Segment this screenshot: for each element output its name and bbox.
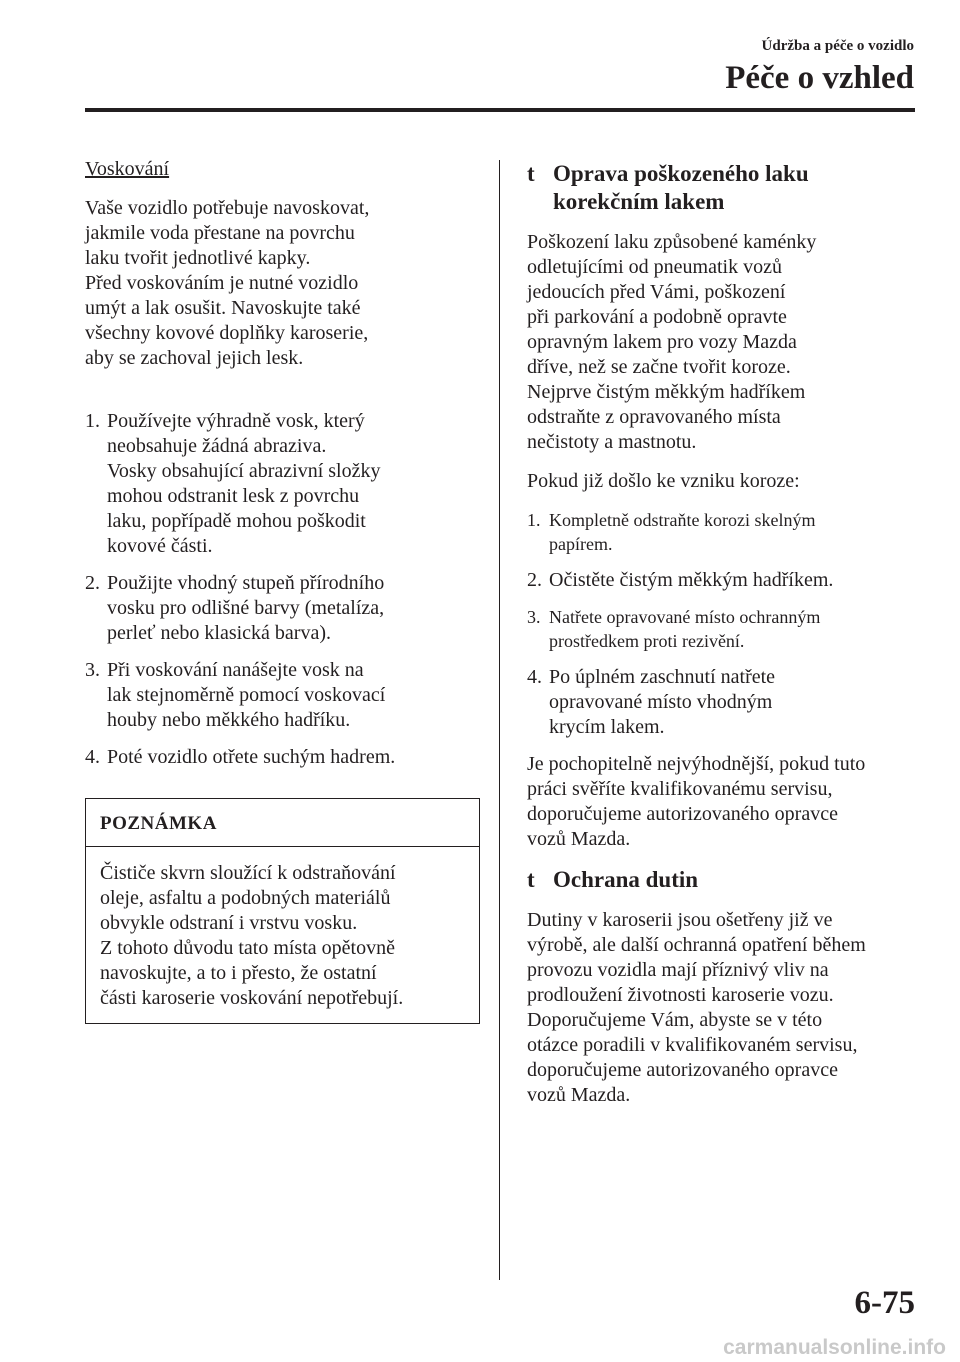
left-column: [85, 157, 480, 1024]
repair-step: [527, 568, 922, 593]
watermark: carmanualsonline.info: [723, 1336, 946, 1359]
step-text: Kompletně odstraňte korozi skelným papírem.: [549, 510, 816, 554]
page-title: Péče o vzhled: [725, 60, 914, 96]
step-text: Používejte výhradně vosk, který neobsahuje žádná abraziva. Vosky obsahující abrazivní složky mohou odstranit lesk z povrchu laku, popřípadě mohou poškodit kovové části.: [107, 410, 381, 557]
section-marker-icon: t: [527, 867, 535, 892]
header-section-label: Údržba a péče o vozidlo: [761, 38, 914, 54]
paint-repair-para: Poškození laku způsobené kaménky odletujícími od pneumatik vozů jedoucích před Vámi, poškození při parkování a podobně opravte opravným lakem pro vozy Mazda dříve, než se začne tvořit koroze. Nejprve čistým měkkým hadříkem odstraňte z opravovaného místa nečistoty a mastnotu.: [527, 231, 817, 453]
step-text: Očistěte čistým měkkým hadříkem.: [549, 569, 834, 591]
note-title: POZNÁMKA: [86, 799, 479, 847]
service-recommendation: Je pochopitelně nejvýhodnější, pokud tuto práci svěříte kvalifikovanému servisu, doporučujeme autorizovaného opravce vozů Mazda.: [527, 753, 866, 850]
step-text: Použijte vhodný stupeň přírodního vosku pro odlišné barvy (metalíza, perleť nebo klasická barva).: [107, 572, 385, 644]
step-number: 3.: [527, 607, 541, 627]
section-marker-icon: t: [527, 161, 535, 186]
paint-repair-heading: [527, 160, 922, 216]
step-number: 1.: [85, 410, 100, 432]
waxing-heading: Voskování: [85, 158, 170, 180]
step-number: 2.: [527, 569, 542, 591]
repair-step: [527, 665, 922, 740]
waxing-step: [85, 409, 480, 559]
step-number: 2.: [85, 572, 100, 594]
column-divider: [499, 160, 500, 1280]
step-number: 4.: [85, 746, 100, 768]
step-number: 4.: [527, 666, 542, 688]
waxing-intro: Vaše vozidlo potřebuje navoskovat, jakmile voda přestane na povrchu laku tvořit jednotlivé kapky. Před voskováním je nutné vozidlo umýt a lak osušit. Navoskujte také všechny kovové doplňky karoserie, aby se zachoval jejich lesk.: [85, 197, 370, 369]
waxing-step: [85, 745, 480, 770]
step-text: Po úplném zaschnutí natřete opravované místo vhodným krycím lakem.: [549, 666, 776, 738]
step-number: 3.: [85, 659, 100, 681]
cavity-protection-title: Ochrana dutin: [553, 867, 699, 892]
cavity-protection-heading: [527, 866, 922, 894]
waxing-step: [85, 658, 480, 733]
corrosion-intro: Pokud již došlo ke vzniku koroze:: [527, 470, 800, 492]
step-text: Natřete opravované místo ochranným prostředkem proti rezivění.: [549, 607, 821, 651]
step-number: 1.: [527, 510, 541, 530]
repair-step: [527, 508, 922, 556]
right-column: [527, 160, 922, 1108]
header-rule: [85, 108, 915, 112]
paint-repair-title: Oprava poškozeného laku korekčním lakem: [553, 161, 809, 214]
note-box: [85, 798, 480, 1024]
note-text: Čističe skvrn sloužící k odstraňování oleje, asfaltu a podobných materiálů obvykle odstraní i vrstvu vosku. Z tohoto důvodu tato místa opětovně navoskujte, a to i přesto, že ostatní části karoserie voskování nepotřebují.: [100, 862, 404, 1009]
page-number: 6-75: [854, 1285, 915, 1321]
waxing-step: [85, 571, 480, 646]
repair-step: [527, 605, 922, 653]
step-text: Poté vozidlo otřete suchým hadrem.: [107, 746, 396, 768]
cavity-protection-para: Dutiny v karoserii jsou ošetřeny již ve výrobě, ale další ochranná opatření během provozu vozidla mají příznivý vliv na prodloužení životnosti karoserie vozu. Doporučujeme Vám, abyste se v této otázce poradili v kvalifikovaném servisu, doporučujeme autorizovaného opravce vozů Mazda.: [527, 909, 866, 1106]
step-text: Při voskování nanášejte vosk na lak stejnoměrně pomocí voskovací houby nebo měkkého hadříku.: [107, 659, 386, 731]
